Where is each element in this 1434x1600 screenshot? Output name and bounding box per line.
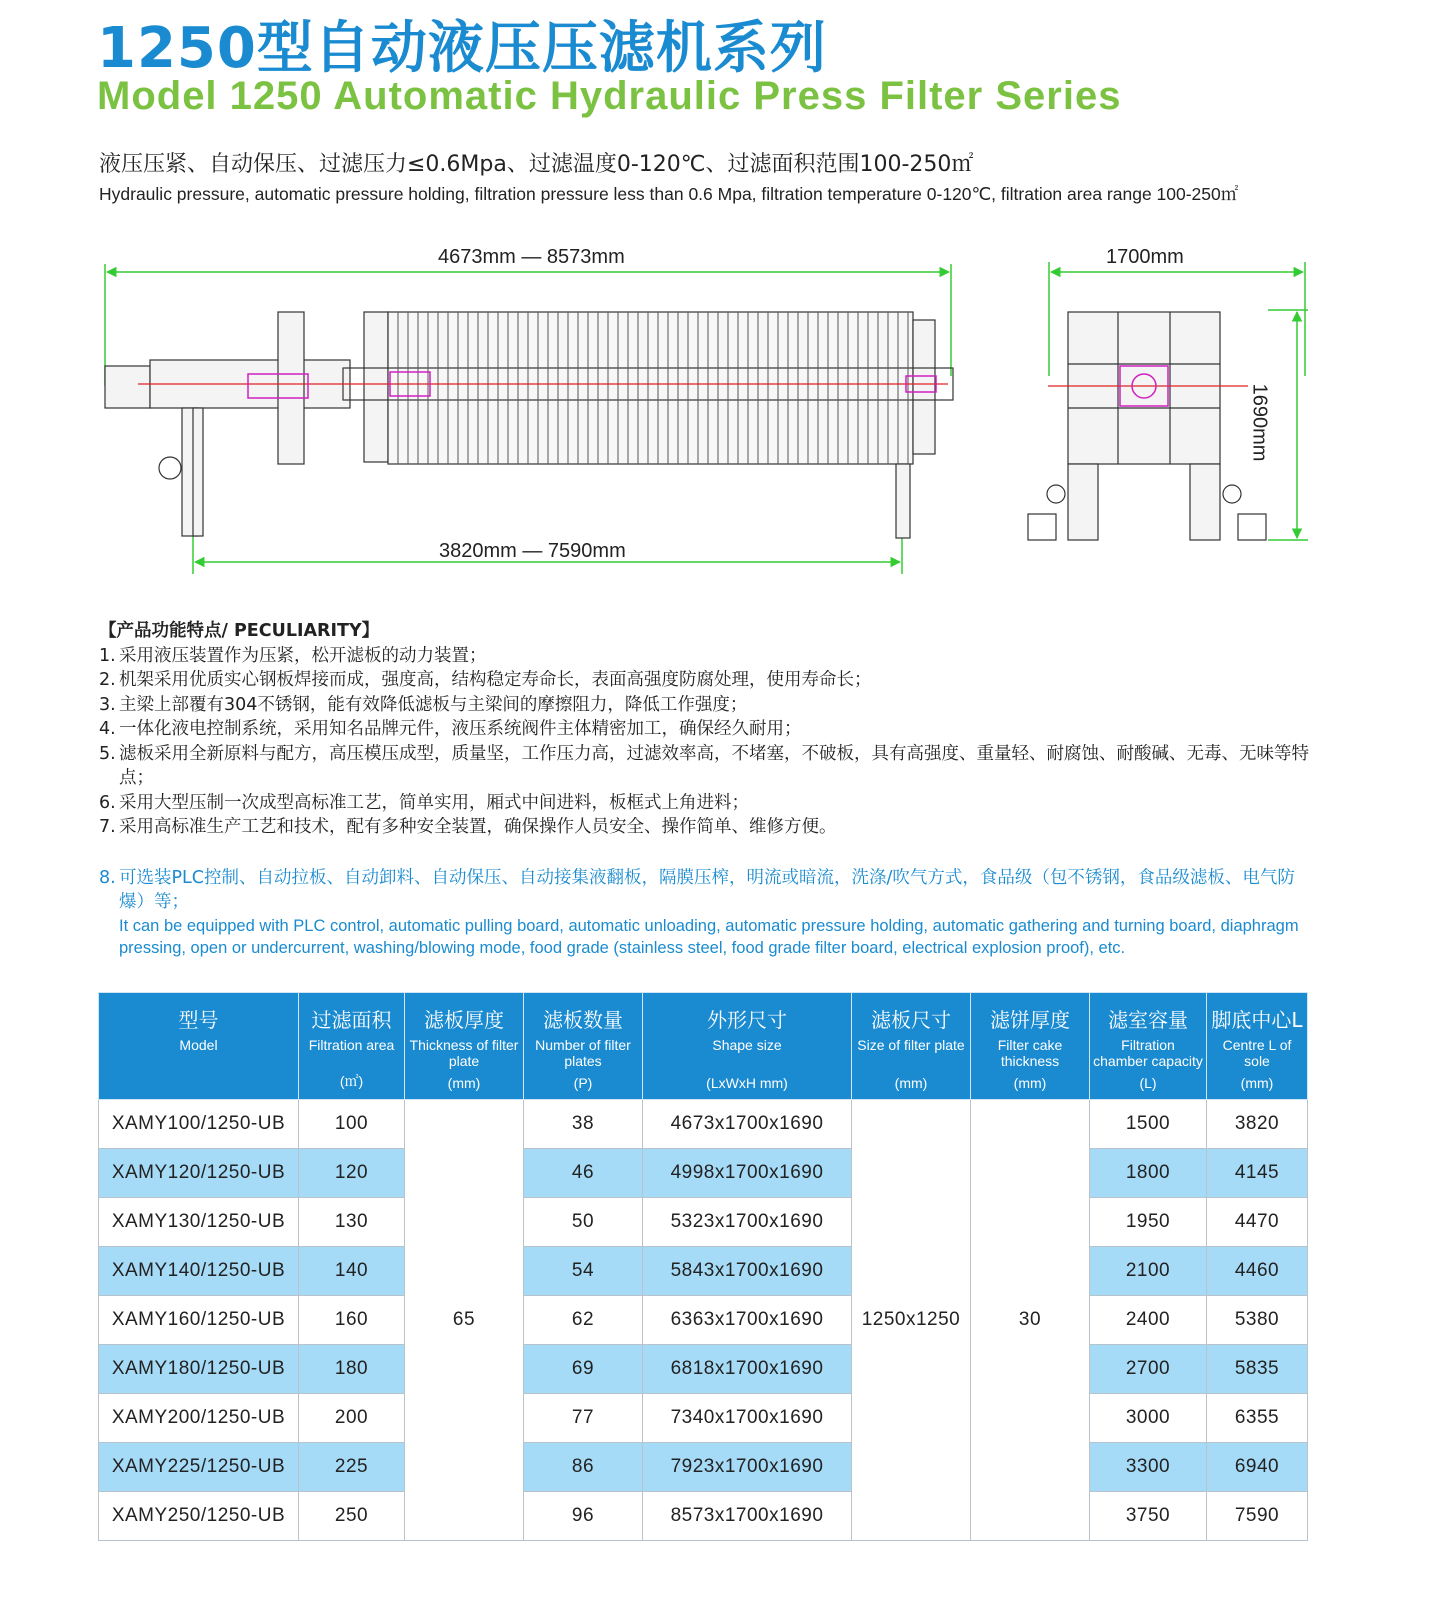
page-subtitle: Model 1250 Automatic Hydraulic Press Filter Series	[97, 74, 1122, 118]
filter-press-drawing	[98, 236, 1338, 596]
cell-capacity: 2700	[1090, 1345, 1207, 1394]
optional-features	[99, 866, 1319, 959]
col-header-capacity: 滤室容量 Filtration chamber capacity (L)	[1090, 993, 1207, 1100]
cell-capacity: 1800	[1090, 1149, 1207, 1198]
dim-height-label: 1690mm	[1248, 383, 1271, 462]
table-row	[99, 1100, 1308, 1149]
cell-centre: 4145	[1207, 1149, 1308, 1198]
table-row	[99, 1492, 1308, 1541]
cell-plates: 50	[524, 1198, 643, 1247]
table-row	[99, 1198, 1308, 1247]
cell-plates: 62	[524, 1296, 643, 1345]
table-row	[99, 1345, 1308, 1394]
dim-leg-span-label: 3820mm — 7590mm	[439, 540, 626, 562]
col-header-cake: 滤饼厚度 Filter cake thickness (mm)	[971, 993, 1090, 1100]
col-header-model: 型号 Model	[99, 993, 299, 1100]
cell-plates: 86	[524, 1443, 643, 1492]
side-view	[105, 312, 953, 538]
cell-shape: 6818x1700x1690	[643, 1345, 852, 1394]
cell-centre: 5380	[1207, 1296, 1308, 1345]
page-title: 1250型自动液压压滤机系列	[97, 16, 827, 81]
cell-model: XAMY100/1250-UB	[99, 1100, 299, 1149]
cell-cake-shared: 30	[971, 1100, 1090, 1541]
cell-capacity: 1950	[1090, 1198, 1207, 1247]
feature-item: 6. 采用大型压制一次成型高标准工艺，简单实用，厢式中间进料，板框式上角进料；	[99, 792, 749, 813]
cell-capacity: 2400	[1090, 1296, 1207, 1345]
cell-centre: 4460	[1207, 1247, 1308, 1296]
cell-plates: 69	[524, 1345, 643, 1394]
col-header-centre: 脚底中心L Centre L of sole (mm)	[1207, 993, 1308, 1100]
cell-area: 120	[299, 1149, 405, 1198]
optional-en: It can be equipped with PLC control, automatic pulling board, automatic unloading, automatic pressure holding, automatic gathering and turning board, diaphragm pressing, open or undercurrent, washing/blowing mode, food grade (stainless steel, food grade filter board, electrical explosion proof), etc.	[119, 917, 1299, 957]
col-header-shape: 外形尺寸 Shape size (LxWxH mm)	[643, 993, 852, 1100]
cell-plates: 54	[524, 1247, 643, 1296]
cell-area: 130	[299, 1198, 405, 1247]
col-header-area: 过滤面积 Filtration area (㎡)	[299, 993, 405, 1100]
cell-area: 100	[299, 1100, 405, 1149]
col-header-plates: 滤板数量 Number of filter plates (P)	[524, 993, 643, 1100]
feature-item: 4. 一体化液电控制系统，采用知名品牌元件，液压系统阀件主体精密加工，确保经久耐用；	[99, 719, 802, 739]
end-view	[1028, 312, 1266, 540]
cell-capacity: 1500	[1090, 1100, 1207, 1149]
optional-cn: 8. 可选装PLC控制、自动拉板、自动卸料、自动保压、自动接集液翻板，隔膜压榨，明流或暗流，洗涤/吹气方式，食品级（包不锈钢，食品级滤板、电气防爆）等；	[99, 868, 1295, 912]
cell-shape: 7923x1700x1690	[643, 1443, 852, 1492]
cell-model: XAMY140/1250-UB	[99, 1247, 299, 1296]
cell-shape: 6363x1700x1690	[643, 1296, 852, 1345]
cell-centre: 6355	[1207, 1394, 1308, 1443]
table-row	[99, 1247, 1308, 1296]
features-heading: 【产品功能特点/ PECULIARITY】	[99, 621, 380, 641]
feature-item: 2. 机架采用优质实心钢板焊接而成，强度高，结构稳定寿命长，表面高强度防腐处理，使用寿命长；	[99, 670, 872, 690]
cell-plates: 96	[524, 1492, 643, 1541]
dim-width-label: 1700mm	[1106, 246, 1184, 268]
feature-item: 7. 采用高标准生产工艺和技术，配有多种安全装置，确保操作人员安全、操作简单、维修方便。	[99, 817, 837, 837]
cell-capacity: 3000	[1090, 1394, 1207, 1443]
cell-centre: 6940	[1207, 1443, 1308, 1492]
spec-summary-cn: 液压压紧、自动保压、过滤压力≤0.6Mpa、过滤温度0-120℃、过滤面积范围100-250㎡	[99, 152, 974, 177]
table-row	[99, 1443, 1308, 1492]
cell-model: XAMY180/1250-UB	[99, 1345, 299, 1394]
cell-model: XAMY130/1250-UB	[99, 1198, 299, 1247]
spec-table	[98, 992, 1308, 1541]
cell-centre: 5835	[1207, 1345, 1308, 1394]
table-row	[99, 1296, 1308, 1345]
feature-item: 3. 主梁上部覆有304不锈钢，能有效降低滤板与主梁间的摩擦阻力，降低工作强度；	[99, 694, 748, 715]
cell-shape: 4673x1700x1690	[643, 1100, 852, 1149]
cell-shape: 5323x1700x1690	[643, 1198, 852, 1247]
cell-area: 200	[299, 1394, 405, 1443]
cell-centre: 3820	[1207, 1100, 1308, 1149]
cell-model: XAMY200/1250-UB	[99, 1394, 299, 1443]
cell-plate-size-shared: 1250x1250	[852, 1100, 971, 1541]
spec-summary-en: Hydraulic pressure, automatic pressure holding, filtration pressure less than 0.6 Mpa, filtration temperature 0-120℃, filtration area range 100-250㎡	[99, 184, 1239, 204]
cell-model: XAMY160/1250-UB	[99, 1296, 299, 1345]
cell-model: XAMY225/1250-UB	[99, 1443, 299, 1492]
col-header-thickness: 滤板厚度 Thickness of filter plate (mm)	[405, 993, 524, 1100]
cell-area: 160	[299, 1296, 405, 1345]
feature-item: 1. 采用液压装置作为压紧，松开滤板的动力装置；	[99, 645, 487, 666]
cell-capacity: 2100	[1090, 1247, 1207, 1296]
cell-shape: 5843x1700x1690	[643, 1247, 852, 1296]
cell-capacity: 3750	[1090, 1492, 1207, 1541]
cell-centre: 4470	[1207, 1198, 1308, 1247]
feature-item: 5. 滤板采用全新原料与配方，高压模压成型，质量坚，工作压力高，过滤效率高，不堵塞，不破板，具有高强度、重量轻、耐腐蚀、耐酸碱、无毒、无味等特点；	[99, 743, 1309, 788]
cell-model: XAMY120/1250-UB	[99, 1149, 299, 1198]
col-header-plate-size: 滤板尺寸 Size of filter plate (mm)	[852, 993, 971, 1100]
dim-overall-length-label: 4673mm — 8573mm	[438, 246, 625, 268]
cell-area: 140	[299, 1247, 405, 1296]
technical-drawing	[98, 236, 1338, 596]
cell-shape: 4998x1700x1690	[643, 1149, 852, 1198]
table-header-row	[99, 993, 1308, 1100]
cell-shape: 8573x1700x1690	[643, 1492, 852, 1541]
cell-shape: 7340x1700x1690	[643, 1394, 852, 1443]
cell-plates: 46	[524, 1149, 643, 1198]
table-row	[99, 1394, 1308, 1443]
cell-area: 225	[299, 1443, 405, 1492]
dimension-height	[1268, 310, 1308, 540]
cell-plates: 38	[524, 1100, 643, 1149]
features-list	[99, 619, 1319, 840]
cell-model: XAMY250/1250-UB	[99, 1492, 299, 1541]
cell-plates: 77	[524, 1394, 643, 1443]
cell-area: 250	[299, 1492, 405, 1541]
cell-capacity: 3300	[1090, 1443, 1207, 1492]
table-row	[99, 1149, 1308, 1198]
cell-area: 180	[299, 1345, 405, 1394]
cell-centre: 7590	[1207, 1492, 1308, 1541]
cell-thickness-shared: 65	[405, 1100, 524, 1541]
